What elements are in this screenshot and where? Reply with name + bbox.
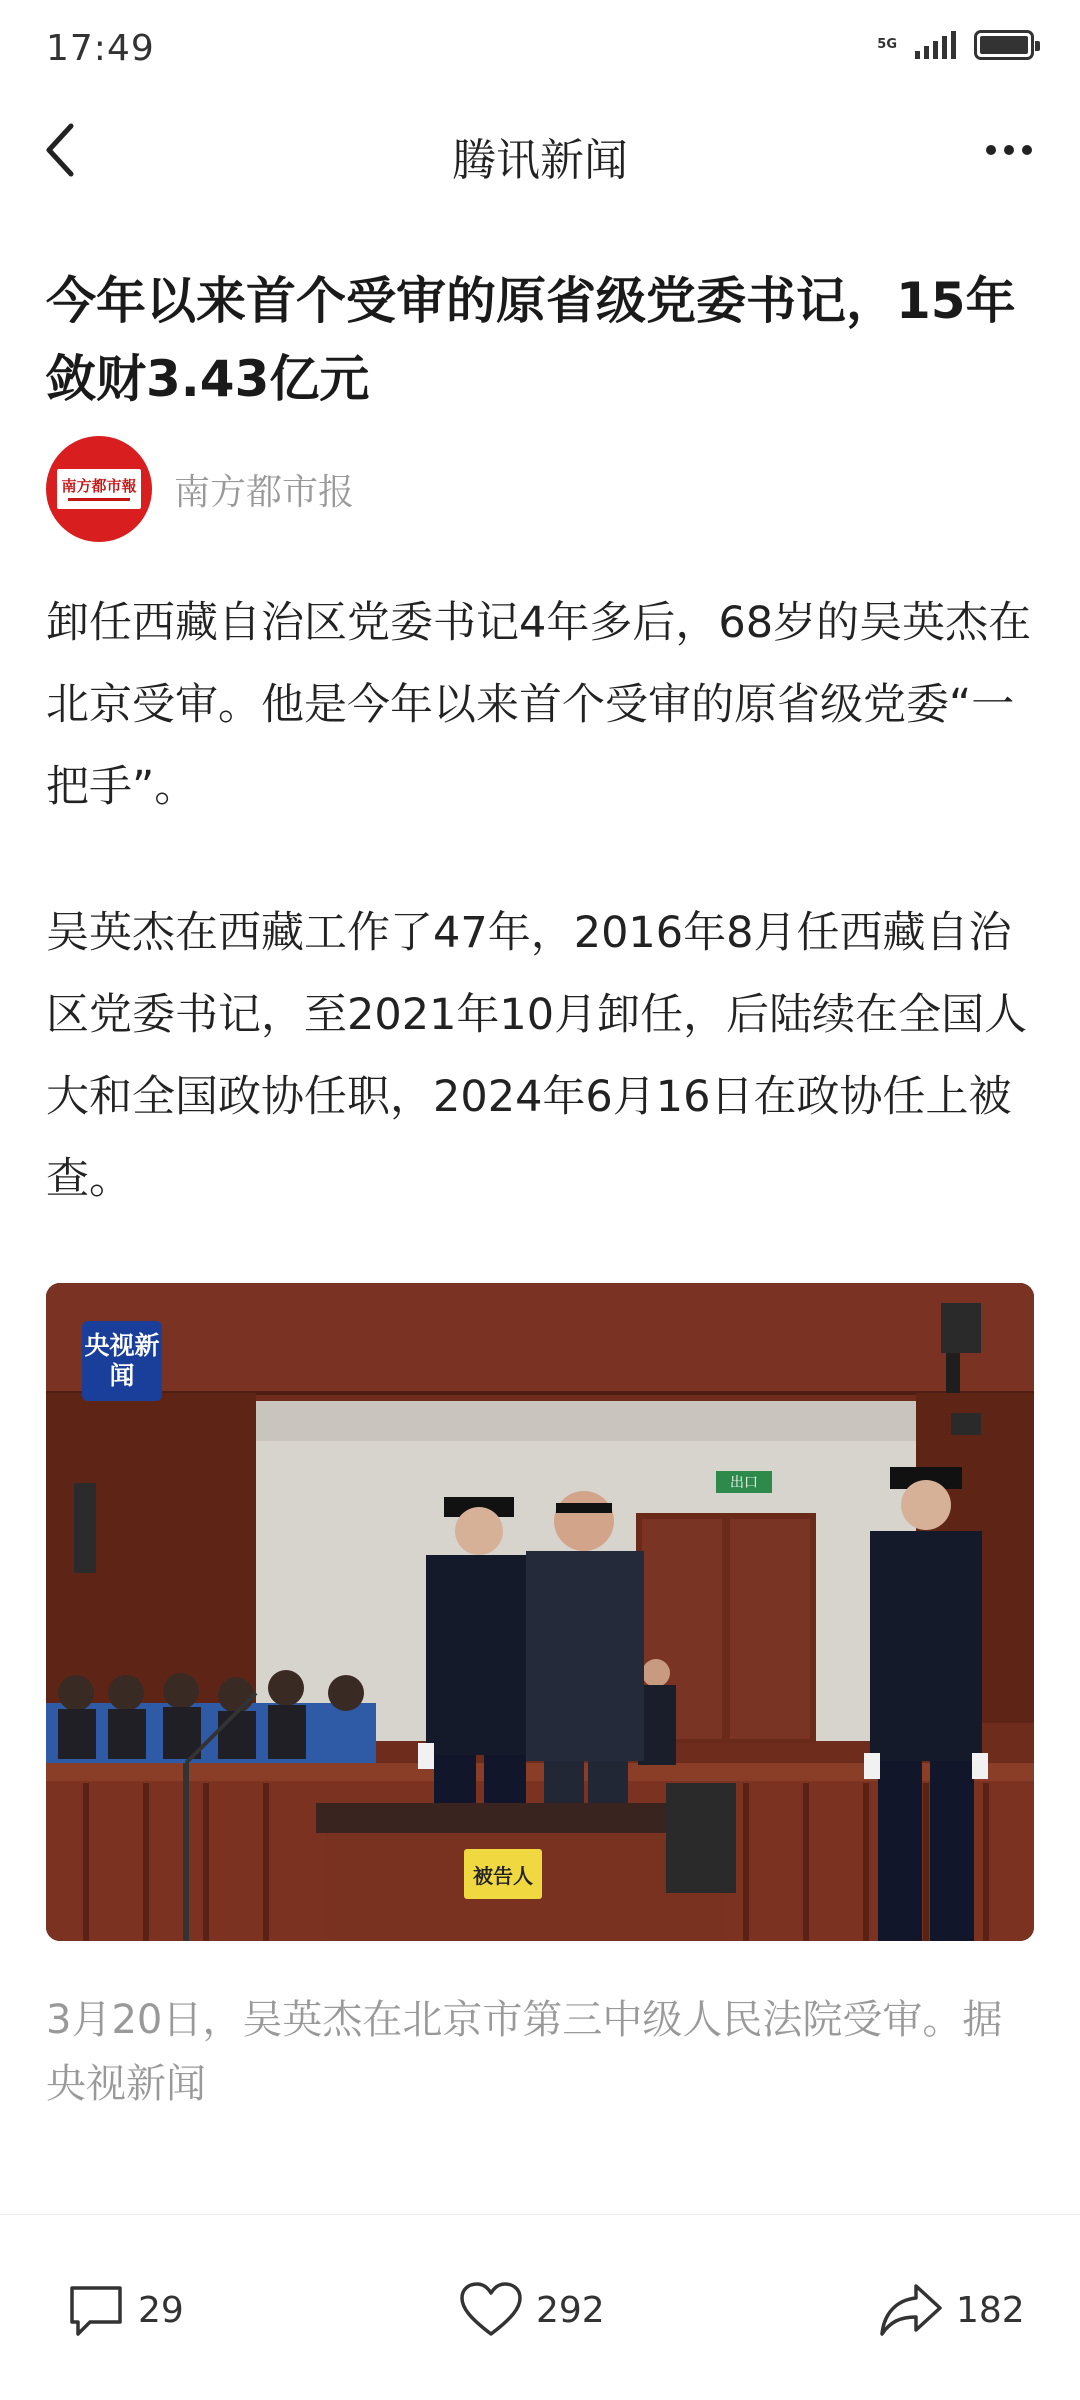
share-count: 182 [956,2289,1025,2331]
network-label: 5G [877,37,897,52]
defendant-sign: 被告人 [464,1849,542,1899]
status-time: 17:49 [46,28,155,69]
heart-icon [458,2280,524,2340]
source-name[interactable]: 南方都市报 [174,471,355,513]
courtroom-photo [46,1283,1034,1941]
comment-icon [66,2280,126,2340]
battery-icon [974,30,1034,60]
exit-sign: 出口 [716,1471,772,1493]
share-icon [878,2280,944,2340]
more-dots-icon [986,145,996,155]
share-button[interactable] [878,2275,1025,2345]
source-logo-text: 南方都市報 [61,477,137,495]
comment-count: 29 [138,2289,184,2331]
source-row[interactable] [46,436,354,542]
article-paragraph: 卸任西藏自治区党委书记4年多后，68岁的吴英杰在北京受审。他是今年以来首个受审的原省级党委“一把手”。 [46,598,1032,812]
source-logo[interactable] [46,436,152,542]
photo-caption: 3月20日，吴英杰在北京市第三中级人民法院受审。据央视新闻 [46,1997,1003,2107]
comment-button[interactable] [66,2275,184,2345]
signal-icon [915,31,956,59]
article-photo[interactable] [46,1283,1034,1941]
like-count: 292 [536,2289,605,2331]
like-button[interactable] [458,2275,605,2345]
cctv-news-watermark: 央视新闻 [82,1321,162,1401]
nav-bar [0,96,1080,208]
status-icons [877,30,1034,60]
status-bar [0,0,1080,96]
article-paragraph: 吴英杰在西藏工作了47年，2016年8月任西藏自治区党委书记，至2021年10月卸任，后陆续在全国人大和全国政协任职，2024年6月16日在政协任上被查。 [46,908,1028,1204]
nav-title: 腾讯新闻 [452,135,628,186]
battery-level [980,36,1028,54]
bottom-action-bar [0,2214,1080,2400]
more-button[interactable] [974,118,1044,182]
article-headline: 今年以来首个受审的原省级党委书记，15年敛财3.43亿元 [46,272,1016,408]
